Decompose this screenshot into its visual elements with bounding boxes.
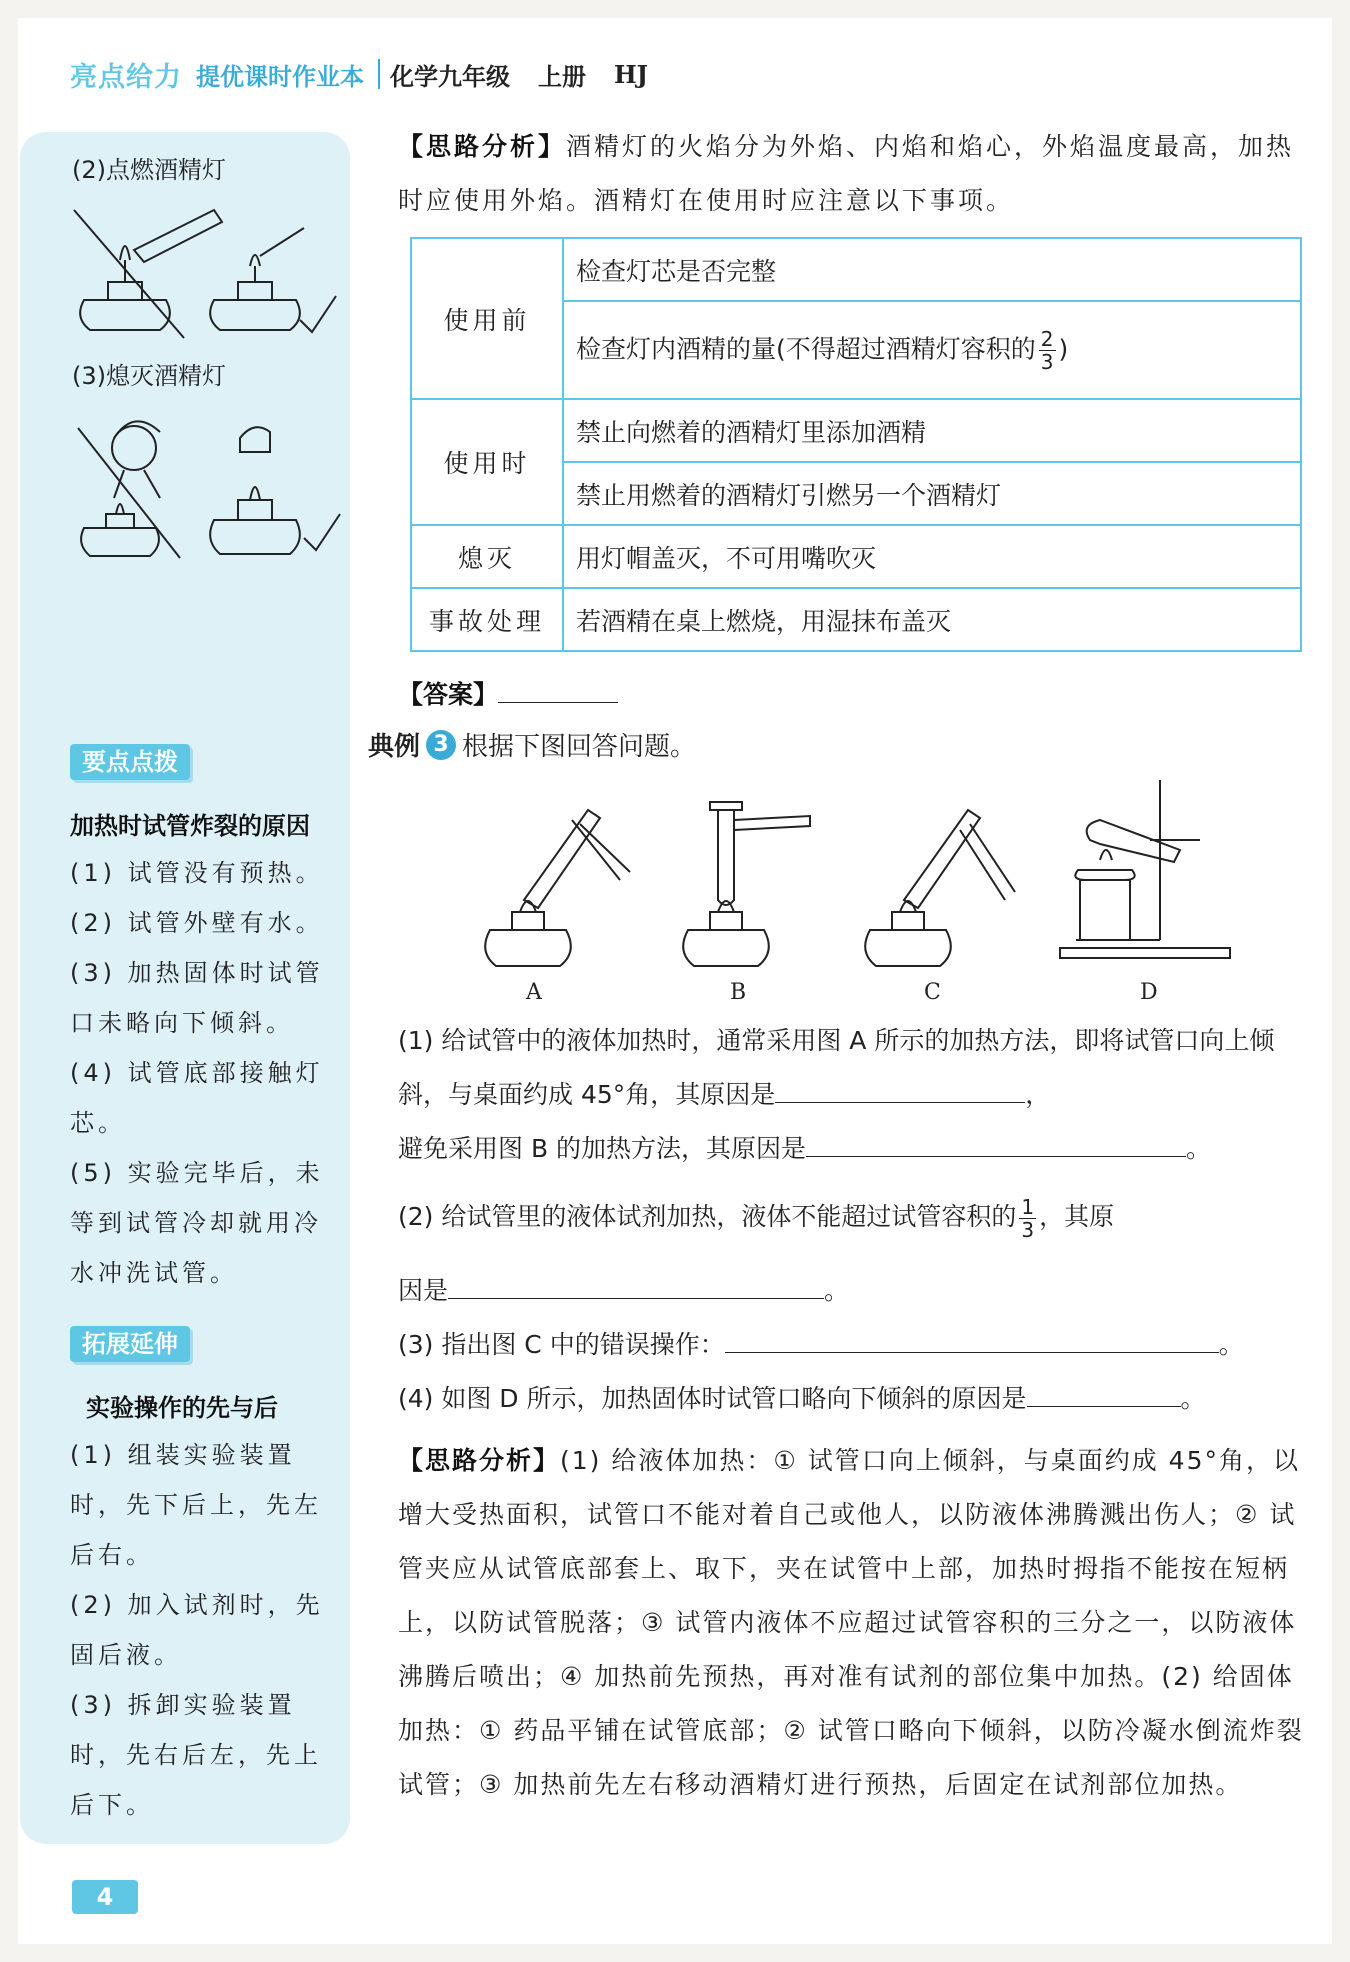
question-text: ，其原	[1039, 1202, 1115, 1231]
list-item: (3) 加热固体时试管口未略向下倾斜。	[70, 959, 324, 1037]
figure-c-illustration	[865, 810, 1015, 966]
series-title: 提优课时作业本	[196, 62, 364, 91]
list-item: (3) 拆卸实验装置时，先右后左，先上后下。	[70, 1691, 322, 1819]
example-title	[368, 726, 696, 763]
list-item: (1) 组装实验装置时，先下后上，先左后右。	[70, 1441, 322, 1569]
example-number: 3	[426, 730, 456, 760]
analysis-label: 【思路分析】	[398, 1446, 561, 1475]
tips-heading: 加热时试管炸裂的原因	[70, 812, 310, 840]
analysis-label: 【思路分析】	[398, 132, 567, 161]
fraction-numerator: 2	[1040, 326, 1054, 351]
extinguish-label: (3)熄灭酒精灯	[72, 362, 226, 390]
lamp-usage-table	[410, 237, 1302, 652]
lamp-body-icon	[210, 300, 300, 330]
figure-label-a: A	[526, 980, 542, 1005]
match-icon	[260, 228, 304, 256]
extend-list	[70, 1430, 334, 1830]
list-item: (2) 试管外壁有水。	[70, 909, 324, 937]
analysis-block-1	[398, 120, 1304, 228]
table-cell: 用灯帽盖灭，不可用嘴吹灭	[563, 525, 1301, 588]
header-divider	[378, 59, 380, 89]
lamp-body-icon	[81, 528, 159, 556]
fraction	[1039, 328, 1056, 373]
table-row	[411, 238, 1301, 301]
table-cell: 熄灭	[411, 525, 563, 588]
tilted-lamp-icon	[134, 210, 222, 262]
tips-tag: 要点点拨	[70, 744, 190, 780]
answer-blank[interactable]	[498, 674, 618, 703]
list-item: (2) 加入试剂时，先固后液。	[70, 1591, 324, 1669]
table-cell: 禁止向燃着的酒精灯里添加酒精	[563, 399, 1301, 462]
question-1: (1) 给试管中的液体加热时，通常采用图 A 所示的加热方法，即将试管口向上倾斜，与桌面约成 45°角，其原因是 ， 避免采用图 B 的加热方法，其原因是 。	[398, 1026, 1275, 1163]
question-text: (2) 给试管里的液体试剂加热，液体不能超过试管容积的	[398, 1202, 1017, 1231]
list-item: (1) 试管没有预热。	[70, 859, 324, 887]
example-label: 典例	[368, 732, 421, 762]
figure-a-illustration	[485, 810, 630, 966]
check-mark-icon	[304, 514, 340, 550]
figure-label-d: D	[1140, 980, 1158, 1005]
table-row	[411, 588, 1301, 651]
brand-logo: 亮点给力	[70, 61, 182, 93]
table-cell: 使用时	[411, 399, 563, 525]
table-cell	[563, 301, 1301, 399]
question-text: (4) 如图 D 所示，加热固体时试管口略向下倾斜的原因是	[398, 1384, 1027, 1413]
question-text: (1) 给试管中的液体加热时，通常采用图 A 所示的加热方法，即将试管口向上倾斜，与桌面约成 45°角，其原因是	[398, 1026, 1275, 1109]
heating-apparatus-figure	[460, 780, 1250, 980]
analysis-text: 酒精灯的火焰分为外焰、内焰和焰心，外焰温度最高，加热时应使用外焰。酒精灯在使用时应注意以下事项。	[398, 132, 1295, 215]
table-cell: 使用前	[411, 238, 563, 399]
extend-heading: 实验操作的先与后	[86, 1394, 278, 1422]
question-text: 避免采用图 B 的加热方法，其原因是	[398, 1134, 807, 1163]
question-4: (4) 如图 D 所示，加热固体时试管口略向下倾斜的原因是 。	[398, 1372, 1304, 1426]
question-text: (3) 指出图 C 中的错误操作：	[398, 1330, 725, 1359]
ignite-lamp-illustration	[64, 200, 344, 340]
list-item: (4) 试管底部接触灯芯。	[70, 1059, 324, 1137]
extend-tag: 拓展延伸	[70, 1326, 190, 1362]
question-3: (3) 指出图 C 中的错误操作： 。	[398, 1318, 1304, 1372]
volume-label: 上册	[538, 62, 586, 91]
tips-list	[70, 848, 334, 1298]
page-header	[70, 50, 648, 98]
answer-line	[398, 668, 1304, 722]
table-row	[411, 525, 1301, 588]
fraction-denominator: 3	[1040, 349, 1054, 374]
table-cell: 禁止用燃着的酒精灯引燃另一个酒精灯	[563, 462, 1301, 525]
figure-label-c: C	[924, 980, 941, 1005]
lamp-body-icon	[210, 520, 300, 554]
edition-label: HJ	[614, 59, 649, 89]
question-2	[398, 1190, 1304, 1244]
question-text: 因是	[398, 1276, 449, 1305]
answer-blank[interactable]	[806, 1128, 1186, 1157]
list-item: (5) 实验完毕后，未等到试管冷却就用冷水冲洗试管。	[70, 1159, 324, 1287]
cross-mark-icon	[78, 428, 180, 558]
ignite-label: (2)点燃酒精灯	[72, 156, 226, 184]
answer-blank[interactable]	[775, 1074, 1025, 1103]
table-cell: 事故处理	[411, 588, 563, 651]
analysis-text: (1) 给液体加热：① 试管口向上倾斜，与桌面约成 45°角，以增大受热面积，试管口不能对着自己或他人，以防液体沸腾溅出伤人；② 试管夹应从试管底部套上、取下，夹在试管中上部，加热时拇指不能按在短柄上，以防试管脱落；③ 试管内液体不应超过试管容积的三分之一，以防液体沸腾后喷出；④ 加热前先预热，再对准有试剂的部位集中加热。(2) 给固体加热：① 药品平铺在试管底部；② 试管口略向下倾斜，以防冷凝水倒流炸裂试管；③ 加热前先左右移动酒精灯进行预热，后固定在试剂部位加热。	[398, 1446, 1304, 1799]
table-cell: 若酒精在桌上燃烧，用湿抹布盖灭	[563, 588, 1301, 651]
question-2-cont: 因是 。	[398, 1264, 1304, 1318]
check-mark-icon	[300, 296, 336, 332]
fraction	[1019, 1196, 1036, 1241]
table-row	[411, 399, 1301, 462]
table-cell: 检查灯芯是否完整	[563, 238, 1301, 301]
figure-d-illustration	[1060, 780, 1230, 958]
fraction-numerator: 1	[1021, 1194, 1035, 1219]
cross-mark-icon	[74, 210, 184, 338]
figure-b-illustration	[683, 802, 810, 966]
subject-title: 化学九年级	[390, 62, 510, 91]
answer-blank[interactable]	[1027, 1378, 1181, 1407]
cell-text: 检查灯内酒精的量(不得超过酒精灯容积的	[576, 334, 1036, 363]
answer-blank[interactable]	[448, 1270, 824, 1299]
lamp-cap-icon	[240, 427, 270, 452]
example-prompt: 根据下图回答问题。	[462, 732, 697, 762]
figure-label-b: B	[730, 980, 747, 1005]
cell-text: )	[1058, 334, 1069, 363]
fraction-denominator: 3	[1021, 1217, 1035, 1242]
answer-blank[interactable]	[725, 1324, 1219, 1353]
answer-label: 【答案】	[398, 680, 499, 709]
page-number: 4	[72, 1880, 138, 1914]
analysis-block-2	[398, 1434, 1304, 1812]
extinguish-lamp-illustration	[64, 408, 344, 568]
